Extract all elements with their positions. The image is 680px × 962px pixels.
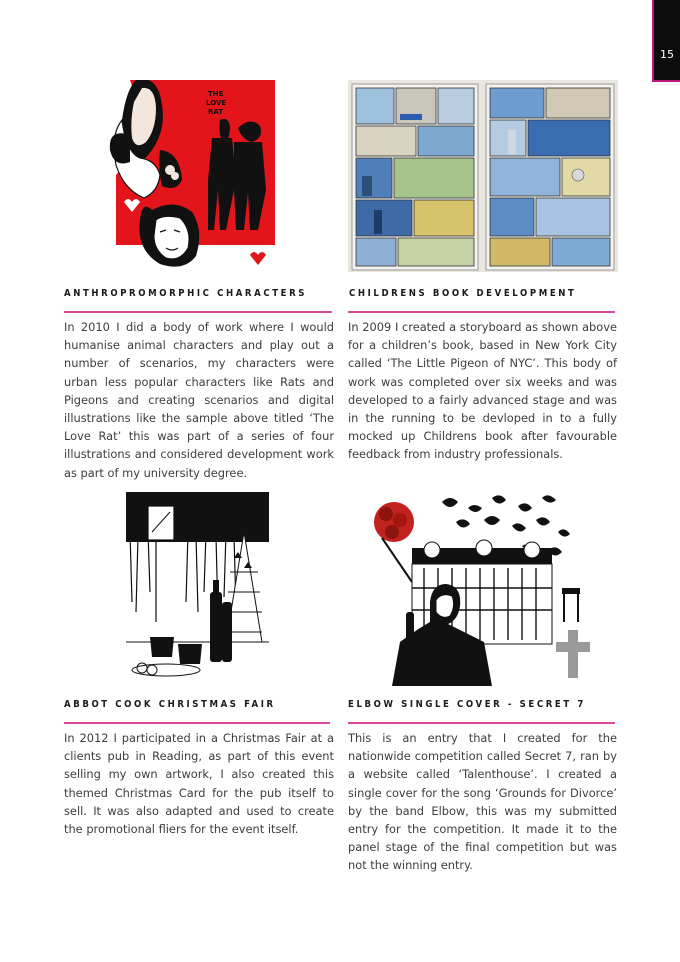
section-title-childrens-book: CHILDRENS BOOK DEVELOPMENT bbox=[349, 288, 577, 299]
love-rat-illustration bbox=[100, 80, 275, 272]
elbow-single-cover-illustration bbox=[372, 492, 592, 686]
section-divider bbox=[348, 722, 615, 724]
svg-text:RAT: RAT bbox=[208, 108, 224, 116]
section-divider bbox=[348, 311, 615, 313]
storyboard-photo bbox=[348, 80, 618, 272]
section-title-elbow-cover: ELBOW SINGLE COVER - SECRET 7 bbox=[348, 699, 586, 710]
section-body-elbow-cover: This is an entry that I created for the nationwide competition called Secret 7, ran by a website called ‘Talenthouse’. I created a single cover for the song ‘Grounds for Divorce’ by the band Elbow, this was my submitted entry for the competition. It made it to the panel stage of the final competition but was not the winning entry. bbox=[348, 731, 617, 873]
christmas-card-illustration bbox=[126, 492, 269, 686]
section-title-christmas-fair: ABBOT COOK CHRISTMAS FAIR bbox=[64, 699, 276, 710]
section-body-childrens-book: In 2009 I created a storyboard as shown above for a children’s book, based in New York City called ‘The Little Pigeon of NYC’. This body of work was completed over six weeks and was developed to a fairly advanced stage and was in the running to be devloped in to a fully mocked up Childrens book after favourable feedback from industry professionals. bbox=[348, 320, 617, 462]
section-title-anthropomorphic: ANTHROPROMORPHIC CHARACTERS bbox=[64, 288, 308, 299]
svg-text:LOVE: LOVE bbox=[206, 99, 227, 107]
page-number: 15 bbox=[660, 48, 674, 61]
section-divider bbox=[64, 311, 332, 313]
section-body-christmas-fair: In 2012 I participated in a Christmas Fair at a clients pub in Reading, as part of this event selling my own artwork, I also created this themed Christmas Card for the pub itself to sell. It was also adapted and used to create the promotional fliers for the event itself. bbox=[64, 731, 334, 837]
section-body-anthropomorphic: In 2010 I did a body of work where I would humanise animal characters and play out a number of scenarios, my characters were urban less popular characters like Rats and Pigeons and creating scenarios and digital illustrations like the sample above titled ‘The Love Rat’ this was part of a series of four illustrations and considered development work as part of my university degree. bbox=[64, 320, 334, 480]
love-rat-title-art: THE bbox=[208, 90, 224, 98]
page-number-tab bbox=[652, 0, 680, 82]
section-divider bbox=[64, 722, 330, 724]
